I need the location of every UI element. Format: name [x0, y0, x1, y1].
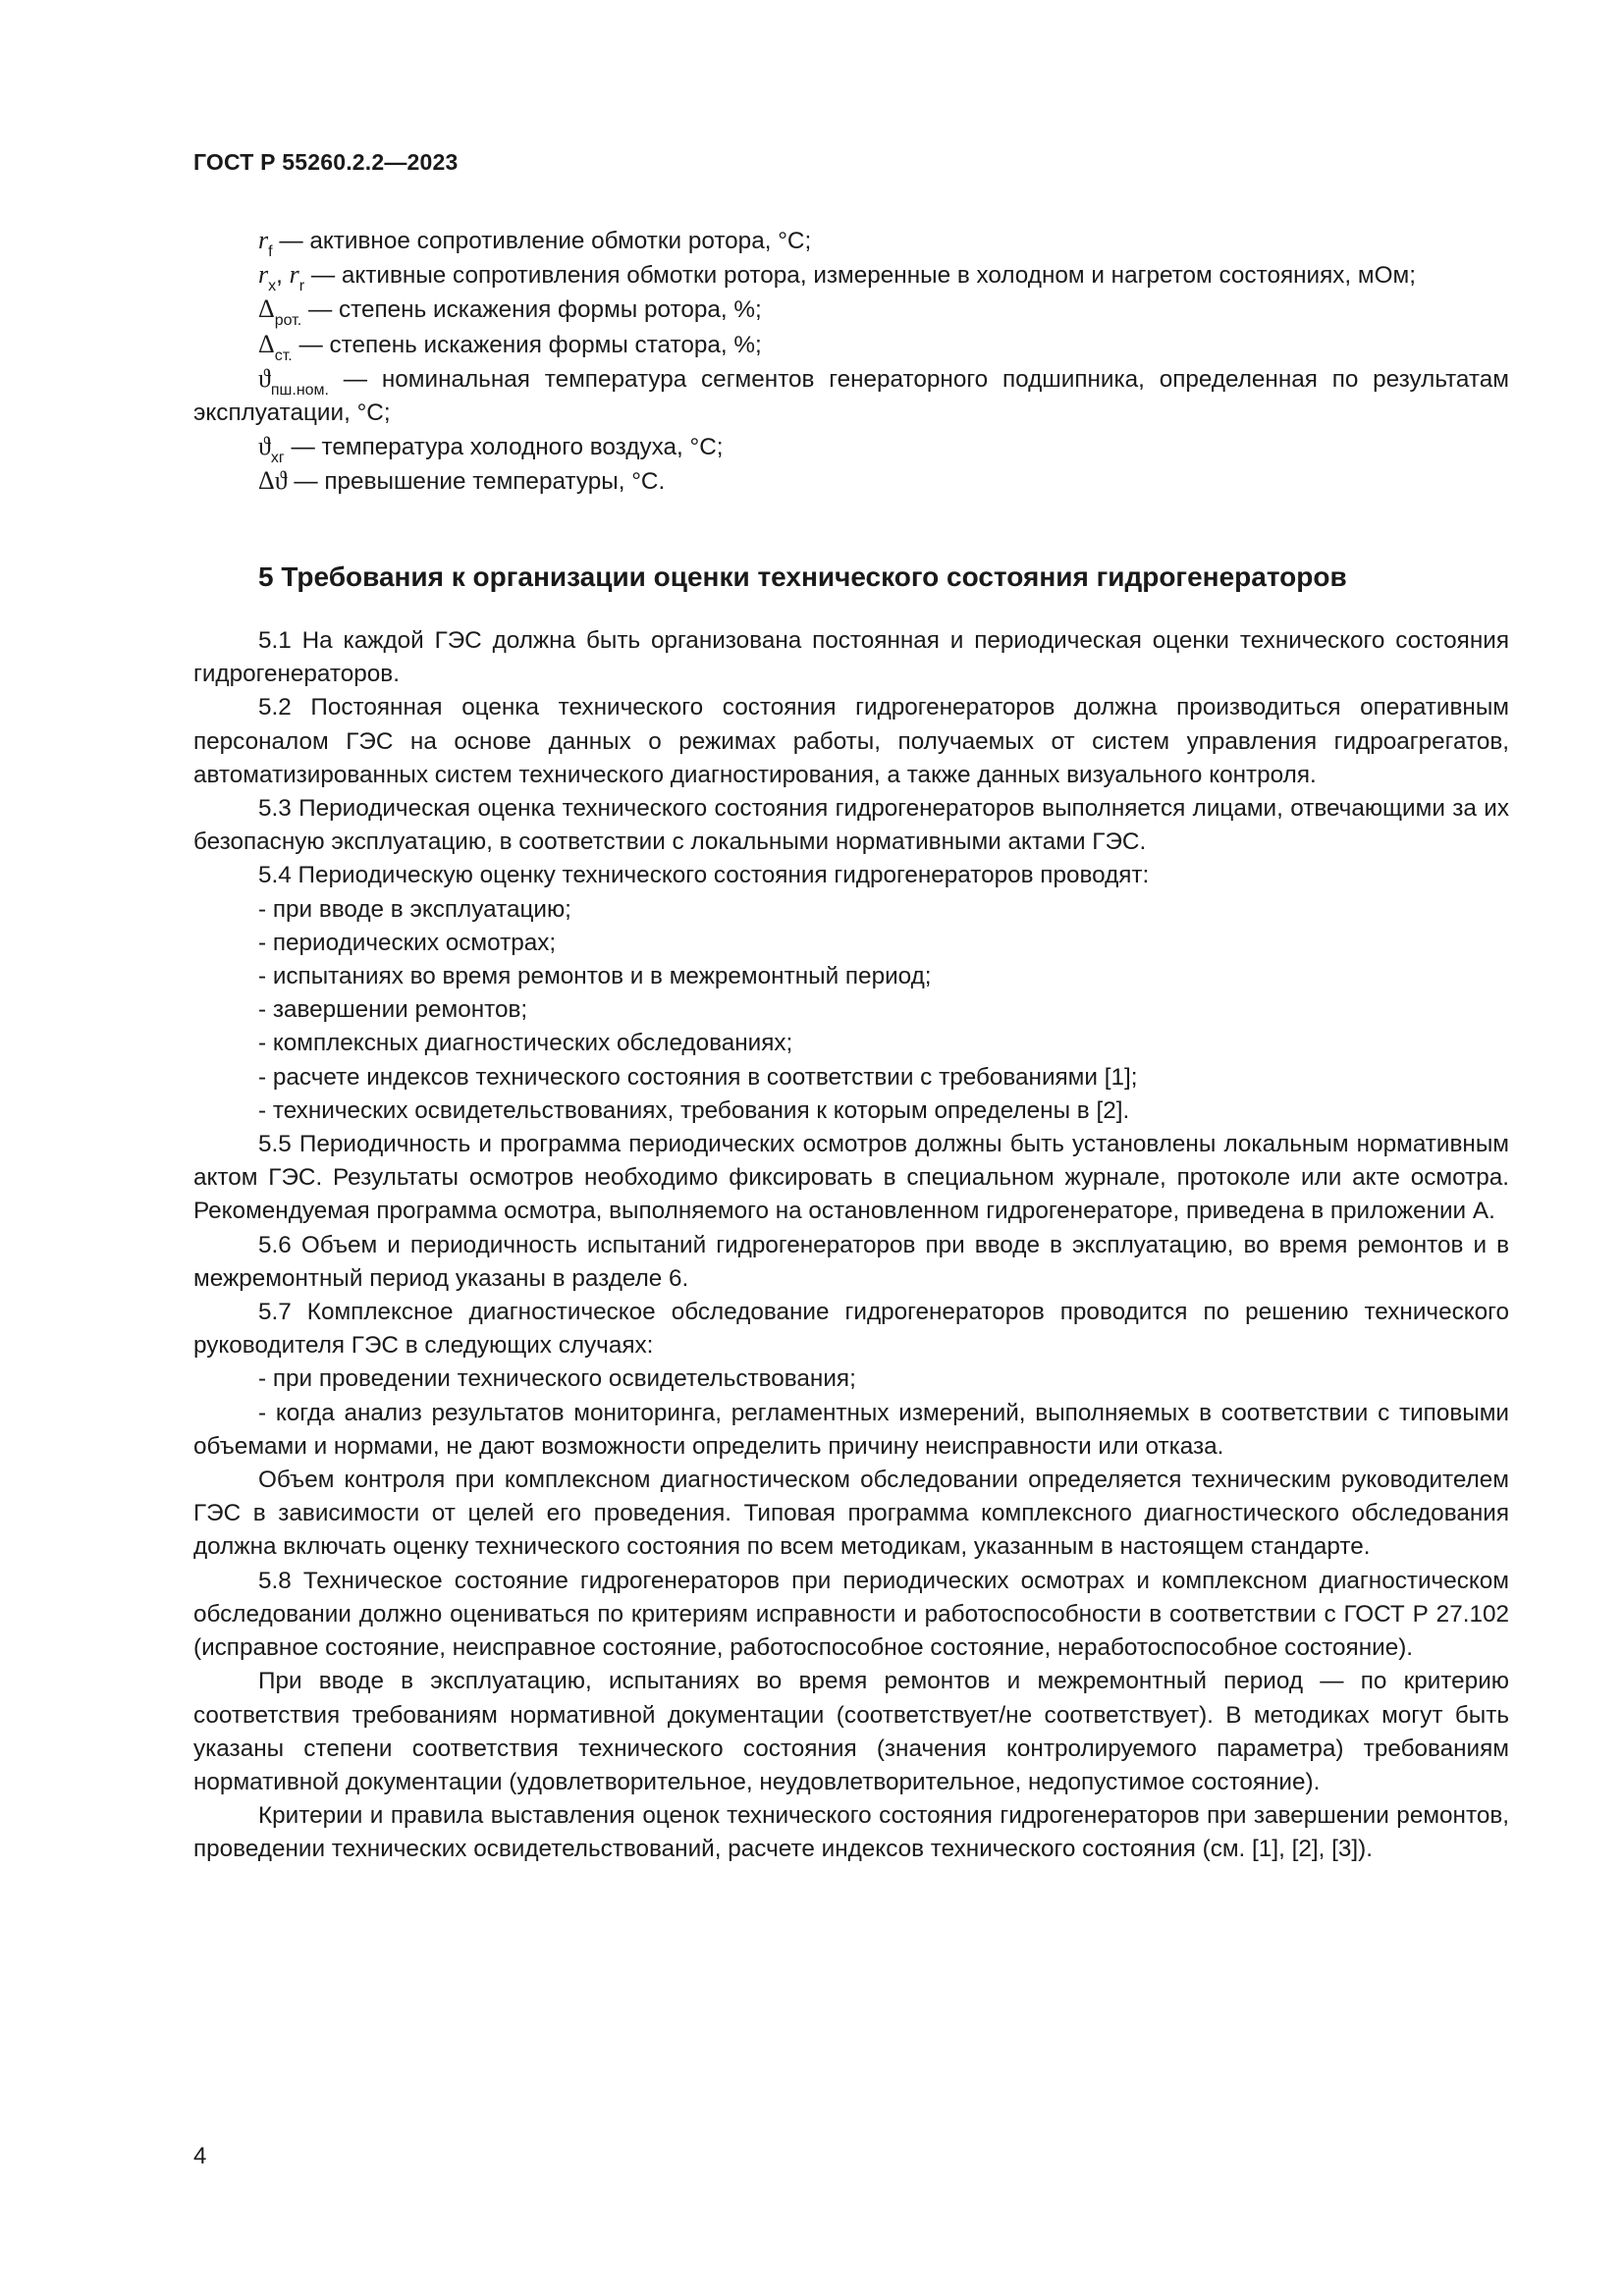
symbol: ϑ [258, 432, 271, 461]
symbol: Δϑ [258, 466, 288, 496]
paragraph: 5.8 Техническое состояние гидрогенераторов при периодических осмотрах и комплексном диагностическом обследовании должно оцениваться по критериям исправности и работоспособности в соответствии с ГОСТ Р 27.102 (исправное состояние, неисправное состояние, работоспособное состояние, неработоспособное состояние). [193, 1567, 1509, 1662]
symbol-subscript: x [268, 278, 277, 295]
paragraph: 5.2 Постоянная оценка технического состояния гидрогенераторов должна производиться оперативным персоналом ГЭС на основе данных о режимах работы, получаемых от систем управления гидроагрегатов, автоматизированных систем технического диагностирования, а также данных визуального контроля. [193, 694, 1509, 788]
definition-text: — степень искажения формы статора, %; [292, 331, 762, 358]
symbol: Δ [258, 329, 275, 358]
list-item: - расчете индексов технического состояния в соответствии с требованиями [1]; [258, 1063, 1138, 1091]
symbol: r [258, 260, 269, 290]
definition-item [193, 430, 1509, 467]
definition-item [193, 293, 1509, 330]
symbol-subscript: r [298, 278, 305, 295]
symbol: r [289, 260, 299, 290]
section-body [193, 624, 1509, 1867]
definition-item [193, 464, 1509, 499]
definition-text: — активное сопротивление обмотки ротора, °С; [272, 228, 812, 254]
symbol-subscript: пш.ном. [270, 381, 329, 399]
list-item: - при проведении технического освидетельствования; [258, 1365, 856, 1393]
page-number: 4 [193, 2143, 207, 2169]
definition-item [193, 258, 1509, 293]
list-item: - периодических осмотрах; [258, 929, 557, 956]
document-code: ГОСТ Р 55260.2.2—2023 [193, 149, 459, 175]
definition-text: — температура холодного воздуха, °С; [284, 434, 724, 461]
paragraph: 5.4 Периодическую оценку технического состояния гидрогенераторов проводят: [258, 862, 1150, 889]
symbol-subscript: хг [270, 450, 285, 467]
definition-item [193, 328, 1509, 362]
symbol: ϑ [258, 363, 271, 393]
definition-text: — номинальная температура сегментов генераторного подшипника, определенная по результатам эксплуатации, °С; [193, 365, 1509, 427]
definition-text: — превышение температуры, °С. [287, 468, 666, 496]
definition-item [193, 362, 1509, 430]
paragraph: 5.1 На каждой ГЭС должна быть организована постоянная и периодическая оценки технического состояния гидрогенераторов. [193, 627, 1509, 688]
paragraph: 5.6 Объем и периодичность испытаний гидрогенераторов при вводе в эксплуатацию, во время ремонтов и в межремонтный период указаны в разделе 6. [193, 1231, 1509, 1292]
symbol-separator: , [276, 262, 290, 290]
list-item: - комплексных диагностических обследованиях; [258, 1030, 793, 1057]
symbol-definitions [193, 224, 1509, 500]
list-item: - технических освидетельствованиях, требования к которым определены в [2]. [258, 1096, 1130, 1124]
symbol: Δ [258, 294, 275, 324]
list-item: - когда анализ результатов мониторинга, регламентных измерений, выполняемых в соответствии с типовыми объемами и нормами, не дают возможности определить причину неисправности или отказа. [193, 1399, 1509, 1460]
paragraph: 5.3 Периодическая оценка технического состояния гидрогенераторов выполняется лицами, отвечающими за их безопасную эксплуатацию, в соответствии с локальными нормативными актами ГЭС. [193, 795, 1509, 856]
symbol-subscript: f [268, 243, 273, 260]
definition-item [193, 224, 1509, 258]
list-item: - завершении ремонтов; [258, 996, 528, 1024]
symbol-subscript: рот. [274, 312, 302, 330]
definition-text: — степень искажения формы ротора, %; [301, 296, 762, 324]
paragraph: При вводе в эксплуатацию, испытаниях во время ремонтов и межремонтный период — по критерию соответствия требованиям нормативной документации (соответствует/не соответствует). В методиках могут быть указаны степени соответствия технического состояния (значения контролируемого параметра) требованиям нормативной документации (удовлетворительное, неудовлетворительное, недопустимое состояние). [193, 1668, 1509, 1795]
list-item: - испытаниях во время ремонтов и в межремонтный период; [258, 963, 932, 990]
paragraph: Критерии и правила выставления оценок технического состояния гидрогенераторов при завершении ремонтов, проведении технических освидетельствований, расчете индексов технического состояния (см. [1], [2], [3]). [193, 1802, 1509, 1863]
list-item: - при вводе в эксплуатацию; [258, 895, 571, 923]
paragraph: 5.5 Периодичность и программа периодических осмотров должны быть установлены локальным нормативным актом ГЭС. Результаты осмотров необходимо фиксировать в специальном журнале, протоколе или акте осмотра. Рекомендуемая программа осмотра, выполняемого на остановленном гидрогенераторе, приведена в приложении А. [193, 1131, 1509, 1225]
paragraph: 5.7 Комплексное диагностическое обследование гидрогенераторов проводится по решению технического руководителя ГЭС в следующих случаях: [193, 1299, 1509, 1360]
definition-text: — активные сопротивления обмотки ротора, измеренные в холодном и нагретом состояниях, мОм; [304, 262, 1416, 290]
section-heading: 5 Требования к организации оценки технического состояния гидрогенераторов [258, 561, 1347, 592]
paragraph: Объем контроля при комплексном диагностическом обследовании определяется техническим руководителем ГЭС в зависимости от целей его проведения. Типовая программа комплексного диагностического обследования должна включать оценку технического состояния по всем методикам, указанным в настоящем стандарте. [193, 1467, 1509, 1561]
symbol: r [258, 226, 269, 254]
symbol-subscript: ст. [274, 347, 293, 364]
